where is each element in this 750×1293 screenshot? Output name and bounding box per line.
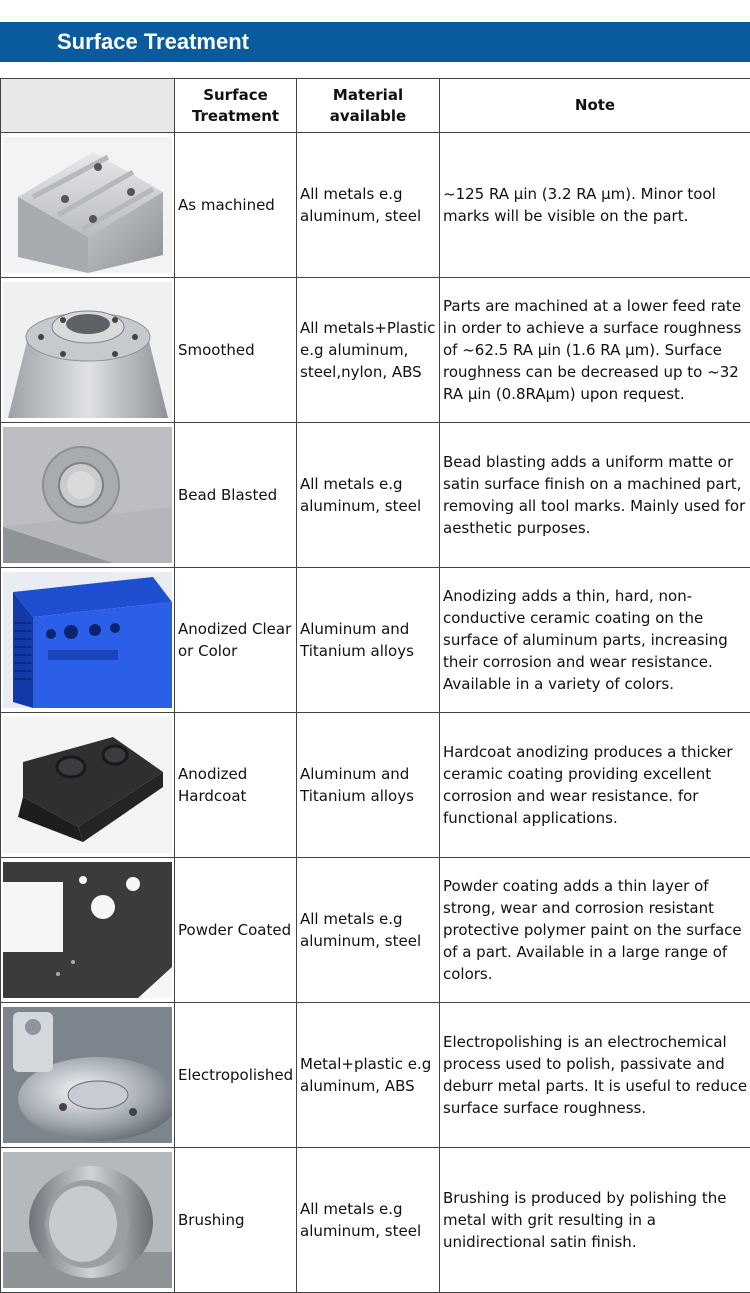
table-row (1, 1003, 750, 1148)
material-cell: All metals+Plastic e.g aluminum, steel,nylon, ABS (297, 278, 440, 423)
material-cell: Aluminum and Titanium alloys (297, 568, 440, 713)
section-header-banner (0, 22, 750, 62)
treatment-cell: As machined (175, 133, 297, 278)
material-cell: Metal+plastic e.g aluminum, ABS (297, 1003, 440, 1148)
blue-anodized-enclosure-image (3, 572, 172, 708)
treatment-cell: Anodized Hardcoat (175, 713, 297, 858)
electropolished-parts-image (3, 1007, 172, 1143)
column-header-material-available: Material available (297, 79, 440, 133)
table-header-row (1, 79, 750, 133)
treatment-cell: Electropolished (175, 1003, 297, 1148)
note-cell: Hardcoat anodizing produces a thicker ceramic coating providing excellent corrosion and wear resistance. for functional applications. (440, 713, 750, 858)
surface-treatment-table (0, 78, 750, 1293)
table-row (1, 133, 750, 278)
treatment-cell: Smoothed (175, 278, 297, 423)
note-cell: Bead blasting adds a uniform matte or satin surface finish on a machined part, removing all tool marks. Mainly used for aesthetic purposes. (440, 423, 750, 568)
note-cell: Electropolishing is an electrochemical process used to polish, passivate and deburr metal parts. It is useful to reduce surface surface roughness. (440, 1003, 750, 1148)
machined-aluminum-block-image (3, 137, 172, 273)
table-row (1, 278, 750, 423)
table-row (1, 423, 750, 568)
black-hardcoat-part-image (3, 717, 172, 853)
material-cell: Aluminum and Titanium alloys (297, 713, 440, 858)
table-row (1, 713, 750, 858)
material-cell: All metals e.g aluminum, steel (297, 858, 440, 1003)
brushed-ring-image (3, 1152, 172, 1288)
treatment-cell: Anodized Clear or Color (175, 568, 297, 713)
note-cell: Anodizing adds a thin, hard, non-conductive ceramic coating on the surface of aluminum parts, increasing their corrosion and wear resistance. Available in a variety of colors. (440, 568, 750, 713)
treatment-cell: Bead Blasted (175, 423, 297, 568)
note-cell: Brushing is produced by polishing the metal with grit resulting in a unidirectional satin finish. (440, 1148, 750, 1293)
material-cell: All metals e.g aluminum, steel (297, 423, 440, 568)
note-cell: Parts are machined at a lower feed rate in order to achieve a surface roughness of ~62.5 RA μin (1.6 RA μm). Surface roughness can be decreased up to ~32 RA μin (0.8RAμm) upon request. (440, 278, 750, 423)
treatment-cell: Powder Coated (175, 858, 297, 1003)
note-cell: Powder coating adds a thin layer of strong, wear and corrosion resistant protective polymer paint on the surface of a part. Available in a large range of colors. (440, 858, 750, 1003)
table-row (1, 1148, 750, 1293)
bead-blasted-plate-image (3, 427, 172, 563)
section-title: Surface Treatment (57, 28, 249, 56)
material-cell: All metals e.g aluminum, steel (297, 133, 440, 278)
note-cell: ~125 RA μin (3.2 RA μm). Minor tool marks will be visible on the part. (440, 133, 750, 278)
table-row (1, 568, 750, 713)
smoothed-conical-part-image (3, 282, 172, 418)
column-header-note: Note (440, 79, 750, 133)
column-header-image (1, 79, 175, 133)
column-header-surface-treatment: Surface Treatment (175, 79, 297, 133)
treatment-cell: Brushing (175, 1148, 297, 1293)
powder-coated-plate-image (3, 862, 172, 998)
table-row (1, 858, 750, 1003)
material-cell: All metals e.g aluminum, steel (297, 1148, 440, 1293)
